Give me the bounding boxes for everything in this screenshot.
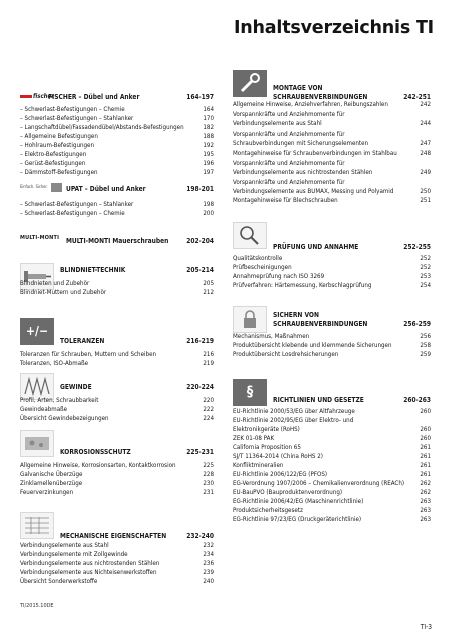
section-pages: 202–204 [186,237,214,245]
toc-entry[interactable]: Produktübersicht Losdrehsicherungen 259 [233,351,431,358]
toc-entry[interactable]: – Langschaftdübel/Fassadendübel/Abstands-Befestigungen 182 [20,124,214,131]
section-title: UPAT – Dübel und Anker [66,185,146,193]
section-title: TOLERANZEN [60,337,105,345]
section-pages: 225–231 [186,448,214,456]
toc-entry[interactable]: Montagehinweise für Schraubenverbindungen im Stahlbau 248 [233,150,431,157]
toc-entry[interactable]: Vorspannkräfte und Anziehmomente für Verbindungselemente aus BUMAX, Messing und Polyamid 250 [233,179,431,195]
toc-entry[interactable]: Blindnieten und Zubehör 205 [20,280,214,287]
toc-entry[interactable]: Verbindungselemente mit Zollgewinde 234 [20,551,214,558]
toc-entry[interactable]: EU-Richtlinie 2002/95/EG über Elektro- und Elektronikgeräte (RoHS) 260 [233,417,431,433]
section-title: KORROSIONSSCHUTZ [60,448,131,456]
upat-logo: Einfach. Sicher. [20,182,62,192]
section-fischer [20,93,214,177]
section-title: GEWINDE [60,383,92,391]
grid-icon [20,512,54,539]
section-heading[interactable] [60,383,214,392]
toc-entry[interactable]: EG-Richtlinie 97/23/EG (Druckgeräterichtlinie) 263 [233,516,431,523]
section-title: MECHANISCHE EIGENSCHAFTEN [60,532,167,540]
section-pages: 198–201 [186,185,214,193]
fischer-logo: fischer [20,92,54,101]
toc-entry[interactable]: Zinklamellenüberzüge 230 [20,480,214,487]
toc-entry[interactable]: SJ/T 11364-2014 (China RoHS 2) 261 [233,453,431,460]
section-heading-line1: SICHERN VON [273,311,319,319]
toc-entry[interactable]: Mechanismus, Maßnahmen 256 [233,333,431,340]
toc-entry[interactable]: Profil, Arten, Schraubbarkeit 220 [20,397,214,404]
section-pages: 256–259 [403,320,431,328]
footer-code: TI/2015.10DE [20,603,54,609]
section-pages: 164–197 [186,93,214,101]
page-title: Inhaltsverzeichnis TI [233,18,434,38]
section-pages: 260–263 [403,396,431,404]
section-heading[interactable] [60,532,214,541]
section-title: MULTI-MONTI Mauerschrauben [66,237,169,245]
toc-entry[interactable]: Toleranzen, ISO-Abmaße 219 [20,360,214,367]
toc-entry[interactable]: Allgemeine Hinweise, Anziehverfahren, Reibungszahlen 242 [233,101,431,108]
magnifier-icon [233,222,267,249]
section-title: SCHRAUBENVERBINDUNGEN [273,320,368,328]
multimonti-logo: MULTI-MONTI [20,235,60,241]
plus-minus-icon: +/− [20,318,54,345]
toc-entry[interactable]: – Allgemeine Befestigungen 188 [20,133,214,140]
toc-entry[interactable]: California Proposition 65 261 [233,444,431,451]
section-heading[interactable] [273,396,431,405]
section-pages: 232–240 [186,532,214,540]
toc-entry[interactable]: Galvanische Überzüge 228 [20,471,214,478]
section-heading-line1: MONTAGE VON [273,84,323,92]
section-pages: 252–255 [403,243,431,251]
section-upat [20,185,214,218]
toc-entry[interactable]: Vorspannkräfte und Anziehmomente für Schraubverbindungen mit Sicherungselementen 247 [233,131,431,147]
toc-entry[interactable]: – Schwerlast-Befestigungen – Chemie 164 [20,106,214,113]
section-title: RICHTLINIEN UND GESETZE [273,396,364,404]
corrosion-icon [20,430,54,457]
toc-entry[interactable]: Vorspannkräfte und Anziehmomente für Verbindungselemente aus Stahl 244 [233,111,431,127]
toc-entry[interactable]: – Schwerlast-Befestigungen – Chemie 200 [20,210,214,217]
toc-entry[interactable]: Blindniet-Muttern und Zubehör 212 [20,289,214,296]
section-title: FISCHER – Dübel und Anker [48,93,140,101]
toc-entry[interactable]: Feuerverzinkungen 231 [20,489,214,496]
section-heading[interactable] [273,320,431,329]
page-number: TI-3 [420,623,432,631]
toc-entry[interactable]: Prüfbescheinigungen 252 [233,264,431,271]
toc-entry[interactable]: EU-Richtlinie 2000/53/EG über Altfahrzeuge 260 [233,408,431,415]
section-heading[interactable] [60,448,214,457]
toc-entry[interactable]: – Elektro-Befestigungen 195 [20,151,214,158]
section-heading[interactable] [60,337,214,346]
toc-entry[interactable]: EU-Richtlinie 2006/122/EG (PFOS) 261 [233,471,431,478]
section-pages: 205–214 [186,266,214,274]
toc-entry[interactable]: EG-Verordnung 1907/2006 – Chemikalienverordnung (REACh) 262 [233,480,431,487]
toc-entry[interactable]: Verbindungselemente aus Stahl 232 [20,542,214,549]
toc-entry[interactable]: Montagehinweise für Blechschrauben 251 [233,197,431,204]
toc-entry[interactable]: Verbindungselemente aus Nichteisenwerkstoffen 239 [20,569,214,576]
section-title: SCHRAUBENVERBINDUNGEN [273,93,368,101]
toc-entry[interactable]: Gewindeabmaße 222 [20,406,214,413]
section-pages: 220–224 [186,383,214,391]
toc-entry[interactable]: – Hohlraum-Befestigungen 192 [20,142,214,149]
section-heading[interactable] [273,243,431,252]
lock-icon [233,306,267,333]
toc-entry[interactable]: Prüfverfahren: Härtemessung, Kerbschlagprüfung 254 [233,282,431,289]
paragraph-icon: § [233,379,267,406]
section-pages: 242–251 [403,93,431,101]
section-title: BLINDNIET-TECHNIK [60,266,126,274]
toc-entry[interactable]: – Schwerlast-Befestigungen – Stahlanker 198 [20,201,214,208]
wrench-icon [233,70,267,97]
toc-entry[interactable]: Verbindungselemente aus nichtrostenden Stählen 236 [20,560,214,567]
toc-entry[interactable]: Annahmeprüfung nach ISO 3269 253 [233,273,431,280]
toc-entry[interactable]: Übersicht Gewindebezeigungen 224 [20,415,214,422]
toc-entry[interactable]: Übersicht Sonderwerkstoffe 240 [20,578,214,585]
section-pages: 216–219 [186,337,214,345]
toc-entry[interactable]: Produktübersicht klebende und klemmende Sicherungen 258 [233,342,431,349]
toc-entry[interactable]: ZEK 01-08 PAK 260 [233,435,431,442]
toc-entry[interactable]: Allgemeine Hinweise, Korrosionsarten, Kontaktkorrosion 225 [20,462,214,469]
toc-entry[interactable]: – Dämmstoff-Befestigungen 197 [20,169,214,176]
toc-entry[interactable]: Konfliktmineralien 261 [233,462,431,469]
toc-entry[interactable]: EG-Richtlinie 2006/42/EG (Maschinenrichtlinie) 263 [233,498,431,505]
section-multimonti [20,234,214,246]
section-heading[interactable] [60,266,214,275]
section-title: PRÜFUNG UND ANNAHME [273,243,359,251]
toc-entry[interactable]: Qualitätskontrolle 252 [233,255,431,262]
toc-entry[interactable]: – Gerüst-Befestigungen 196 [20,160,214,167]
toc-entry[interactable]: EU-BauPVO (Bauproduktenverordnung) 262 [233,489,431,496]
toc-entry[interactable]: Vorspannkräfte und Anziehmomente für Verbindungselemente aus nichtrostenden Stählen 249 [233,160,431,176]
toc-entry[interactable]: – Schwerlast-Befestigungen – Stahlanker 170 [20,115,214,122]
toc-entry[interactable]: Produktsicherheitsgesetz 263 [233,507,431,514]
toc-entry[interactable]: Toleranzen für Schrauben, Muttern und Scheiben 216 [20,351,214,358]
